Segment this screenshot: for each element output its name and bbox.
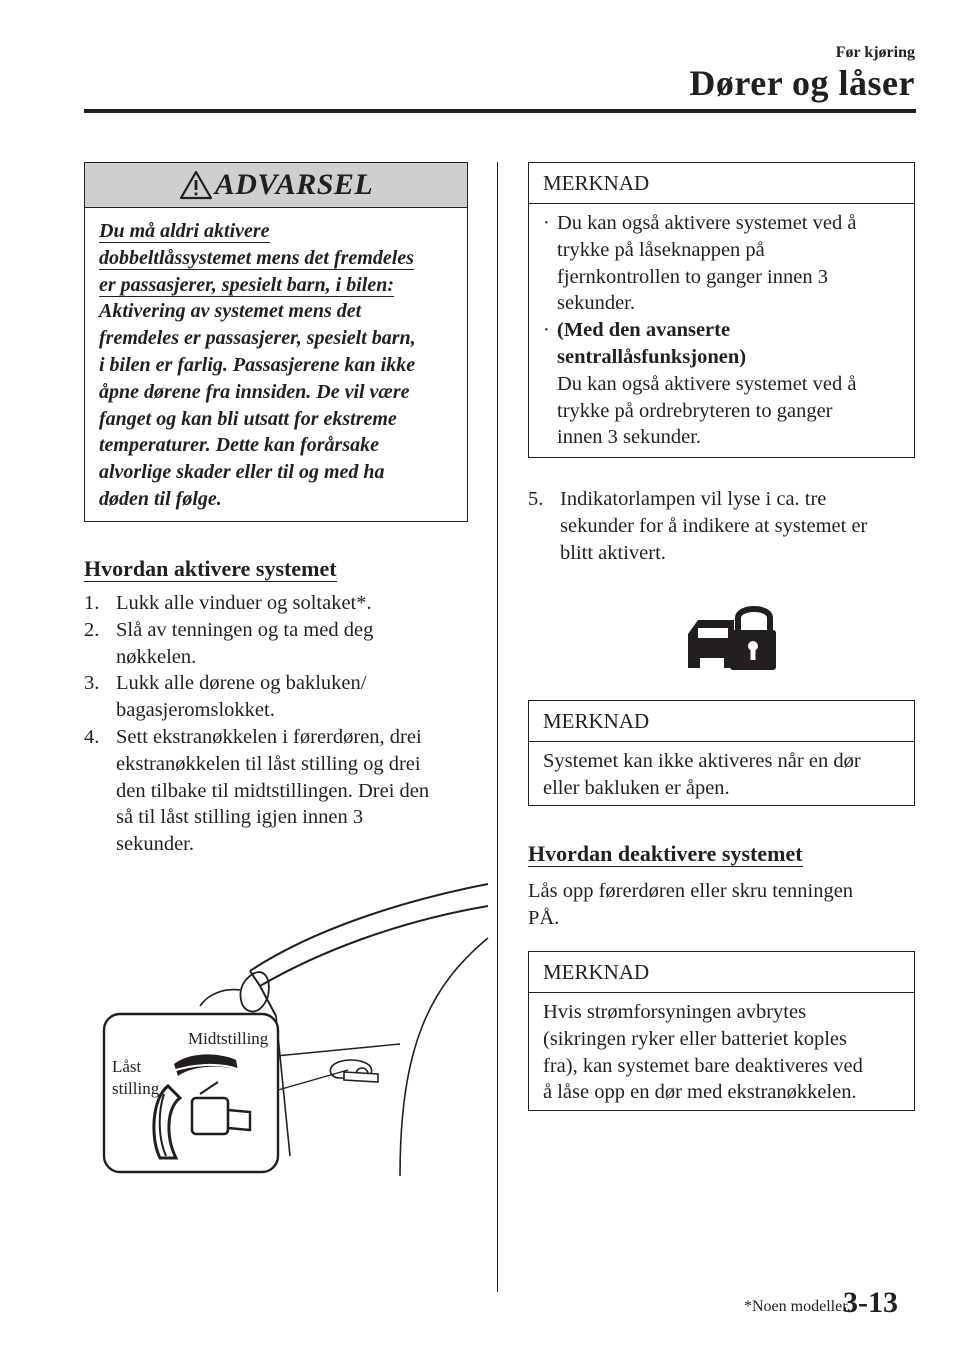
label-locked-position: stilling [112, 1079, 160, 1098]
deactivate-text [528, 878, 918, 932]
step-line: ekstranøkkelen til låst stilling og drei [116, 752, 421, 775]
activate-steps [84, 590, 484, 858]
page-number: 3-13 [843, 1286, 898, 1319]
step-item [528, 486, 918, 566]
warning-text [85, 208, 467, 513]
warning-line: døden til følge. [99, 487, 222, 510]
warning-line: Aktivering av systemet mens det [99, 300, 362, 323]
step-line: så til låst stilling igjen innen 3 [116, 806, 364, 829]
note-line: (sikringen ryker eller batteriet koples [543, 1027, 847, 1050]
step-line: Sett ekstranøkkelen i førerdøren, drei [116, 725, 422, 748]
section-label: Før kjøring [835, 44, 915, 61]
note-line: eller bakluken er åpen. [543, 776, 730, 799]
column-divider [497, 162, 498, 1292]
note-title: MERKNAD [529, 163, 914, 204]
warning-triangle-icon [179, 170, 213, 200]
warning-box [84, 162, 468, 522]
step-number: 3. [84, 672, 100, 695]
step-number: 5. [528, 488, 544, 510]
step-item [84, 590, 484, 617]
warning-line: fanget og kan bli utsatt for ekstreme [99, 407, 397, 430]
note-text [529, 993, 914, 1106]
step-item [84, 724, 484, 858]
step-line: Indikatorlampen vil lyse i ca. tre [560, 488, 827, 510]
warning-title: ADVARSEL [214, 168, 374, 201]
warning-line: er passasjerer, spesielt barn, i bilen: [99, 273, 395, 296]
step-item [84, 617, 484, 671]
note-line: innen 3 sekunder. [557, 426, 702, 449]
note-text [529, 742, 914, 802]
note-bullet: · (Med den avanserte sentrallåsfunksjonen) Du kan også aktivere systemet ved å trykke på ordrebryteren to ganger innen 3 sekunder. [543, 317, 900, 451]
step-line: Slå av tenningen og ta med deg [116, 618, 374, 641]
warning-line: temperaturer. Dette kan forårsake [99, 434, 379, 457]
step-number: 4. [84, 725, 100, 748]
label-locked-position: Låst [112, 1057, 142, 1076]
note-title: MERKNAD [529, 701, 914, 742]
body-line: Lås opp førerdøren eller skru tenningen [528, 880, 854, 902]
warning-line: Du må aldri aktivere [99, 220, 270, 242]
security-indicator-icon [684, 598, 776, 672]
step-line: Lukk alle vinduer og soltaket*. [116, 592, 372, 614]
note-bullet: · Du kan også aktivere systemet ved å trykke på låseknappen på fjernkontrollen to ganger innen 3 sekunder. [543, 210, 900, 317]
deactivate-heading: Hvordan deaktivere systemet [528, 841, 803, 866]
step-item [84, 670, 484, 724]
step-line: bagasjeromslokket. [116, 699, 275, 722]
activate-heading: Hvordan aktivere systemet [84, 556, 337, 581]
warning-line: fremdeles er passasjerer, spesielt barn, [99, 327, 416, 350]
step-line: blitt aktivert. [560, 541, 666, 564]
step-number: 2. [84, 618, 100, 641]
label-middle-position: Midtstilling [188, 1029, 269, 1048]
chapter-title: Dører og låser [689, 63, 915, 103]
note-line: sentrallåsfunksjonen) [557, 345, 747, 368]
note-box [528, 951, 915, 1111]
note-text [529, 204, 914, 451]
note-line: Du kan også aktivere systemet ved å [557, 212, 857, 234]
note-line: fra), kan systemet bare deaktiveres ved [543, 1054, 863, 1077]
note-line: (Med den avanserte [557, 319, 731, 342]
step-line: sekunder. [116, 833, 194, 856]
note-line: å låse opp en dør med ekstranøkkelen. [543, 1081, 857, 1104]
step-number: 1. [84, 592, 100, 614]
warning-line: åpne dørene fra innsiden. De vil være [99, 380, 410, 403]
note-line: Du kan også aktivere systemet ved å [557, 372, 857, 395]
note-box [528, 700, 915, 806]
note-line: fjernkontrollen to ganger innen 3 [557, 265, 828, 288]
note-line: trykke på ordrebryteren to ganger [557, 399, 833, 422]
note-box [528, 162, 915, 458]
warning-header [85, 163, 467, 208]
step-line: nøkkelen. [116, 645, 197, 668]
footnote: *Noen modeller. [744, 1298, 851, 1315]
warning-line: i bilen er farlig. Passasjerene kan ikke [99, 353, 416, 376]
step-line: den tilbake til midtstillingen. Drei den [116, 779, 430, 802]
door-key-illustration [100, 876, 490, 1176]
step-line: Lukk alle dørene og bakluken/ [116, 672, 367, 695]
header-rule [84, 109, 916, 113]
note-line: trykke på låseknappen på [557, 238, 765, 261]
body-line: PÅ. [528, 906, 560, 929]
note-title: MERKNAD [529, 952, 914, 993]
note-line: Hvis strømforsyningen avbrytes [543, 1001, 807, 1023]
note-line: Systemet kan ikke aktiveres når en dør [543, 750, 861, 772]
warning-line: dobbeltlåssystemet mens det fremdeles [99, 246, 414, 269]
note-line: sekunder. [557, 292, 635, 315]
warning-line: alvorlige skader eller til og med ha [99, 461, 385, 484]
step-line: sekunder for å indikere at systemet er [560, 514, 868, 537]
